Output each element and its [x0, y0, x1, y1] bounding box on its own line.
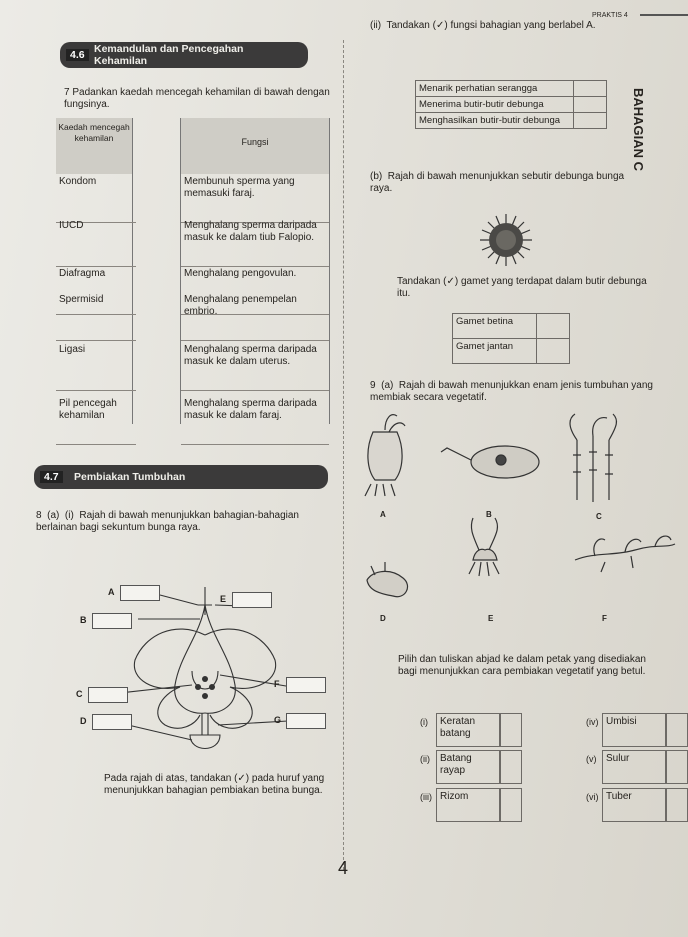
method-label: Umbisi: [602, 713, 666, 747]
page-number: 4: [338, 858, 349, 878]
answer-box[interactable]: [500, 713, 522, 747]
question-number: 7: [64, 87, 70, 98]
tick-box[interactable]: [574, 97, 607, 113]
section-title-line2: Kehamilan: [94, 55, 148, 67]
tick-box[interactable]: [574, 81, 607, 97]
q8b-options-table: [452, 313, 570, 364]
column-divider: [343, 40, 344, 870]
function-item: Menghalang sperma daripada masuk ke dalam uterus.: [181, 342, 329, 391]
method-item: Diafragma: [56, 266, 136, 315]
plant-label: F: [602, 614, 607, 623]
flower-part-label: E: [220, 594, 227, 604]
section-number: 4.7: [40, 471, 63, 483]
flower-part-label: F: [274, 679, 280, 689]
option-row: [453, 339, 570, 364]
answer-box[interactable]: [666, 713, 688, 747]
question-number: 9: [370, 380, 376, 391]
question-9a: [370, 380, 660, 404]
option-number: (v): [586, 754, 597, 764]
option-label: Menerima butir-butir debunga: [416, 97, 574, 113]
method-item: Kondom: [56, 174, 136, 223]
method-label: Rizom: [436, 788, 500, 822]
question-8b: [370, 171, 625, 195]
function-item: Menghalang sperma daripada masuk ke dalam tiub Falopio.: [181, 218, 329, 267]
flower-part-label: B: [80, 615, 87, 625]
section-4-7-banner: [34, 465, 328, 489]
function-header: Fungsi: [181, 118, 329, 174]
question-part: (a): [381, 380, 394, 391]
method-label: Tuber: [602, 788, 666, 822]
question-part: (b): [370, 171, 383, 182]
flower-answer-box[interactable]: [88, 687, 128, 703]
option-number: (ii): [420, 754, 430, 764]
plant-label: B: [486, 510, 492, 519]
question-number: 8: [36, 510, 42, 521]
question-8a-i: [36, 510, 336, 534]
option-label: Menghasilkan butir-butir debunga: [416, 113, 574, 129]
function-item: Menghalang pengovulan.: [181, 266, 329, 315]
flower-answer-box[interactable]: [92, 714, 132, 730]
question-sub: (i): [64, 510, 74, 521]
method-column: [56, 118, 133, 424]
method-item: Pil pencegah kehamilan: [56, 396, 136, 445]
method-item: Ligasi: [56, 342, 136, 391]
question-sub: (ii): [370, 20, 382, 31]
method-label: Batang rayap: [436, 750, 500, 784]
tick-box[interactable]: [537, 314, 570, 339]
answer-box[interactable]: [666, 788, 688, 822]
q8ii-options-table: [415, 80, 607, 129]
option-row: [453, 314, 570, 339]
question-8a-ii: [370, 20, 630, 32]
section-4-6-banner: [60, 42, 308, 68]
flower-answer-box[interactable]: [286, 677, 326, 693]
question-8b-instruction: Tandakan (✓) gamet yang terdapat dalam butir debunga itu.: [397, 276, 647, 299]
question-9a-instruction: Pilih dan tuliskan abjad ke dalam petak yang disediakan bagi menunjukkan cara pembiakan vegetatif yang betul.: [398, 654, 646, 677]
answer-box[interactable]: [500, 750, 522, 784]
method-item: IUCD: [56, 218, 136, 267]
flower-part-label: G: [274, 715, 282, 725]
vegetative-plants-image: [355, 410, 685, 620]
function-item: Menghalang penempelan embrio.: [181, 292, 329, 341]
option-row: [416, 81, 607, 97]
question-7: [64, 87, 334, 111]
flower-part-label: A: [108, 587, 115, 597]
flower-part-label: C: [76, 689, 83, 699]
section-number: 4.6: [66, 49, 89, 61]
question-8a-instruction: Pada rajah di atas, tandakan (✓) pada huruf yang menunjukkan bahagian pembiakan betina bunga.: [104, 773, 325, 796]
question-text: Rajah di bawah menunjukkan bahagian-bahagian berlainan bagi sekuntum bunga raya.: [36, 510, 299, 533]
option-number: (iv): [586, 717, 599, 727]
option-row: [416, 97, 607, 113]
method-header: Kaedah mencegah kehamilan: [56, 118, 132, 174]
option-number: (i): [420, 717, 428, 727]
tick-box[interactable]: [574, 113, 607, 129]
function-column: [180, 118, 330, 424]
flower-answer-box[interactable]: [286, 713, 326, 729]
option-number: (iii): [420, 792, 432, 802]
plant-label: D: [380, 614, 386, 623]
flower-part-label: D: [80, 716, 87, 726]
flower-answer-box[interactable]: [120, 585, 160, 601]
side-tab-label: BAHAGIAN C: [631, 88, 646, 172]
function-item: Membunuh sperma yang memasuki faraj.: [181, 174, 329, 223]
plant-label: C: [596, 512, 602, 521]
header-rule: [640, 14, 688, 16]
method-label: Sulur: [602, 750, 666, 784]
section-title: Pembiakan Tumbuhan: [74, 471, 186, 483]
plant-label: E: [488, 614, 494, 623]
option-label: Gamet jantan: [453, 339, 537, 364]
option-label: Gamet betina: [453, 314, 537, 339]
answer-box[interactable]: [666, 750, 688, 784]
method-item: Spermisid: [56, 292, 136, 341]
question-part: (a): [47, 510, 60, 521]
pollen-grain-image: [476, 210, 536, 270]
practice-tag: PRAKTIS 4: [592, 12, 628, 19]
option-number: (vi): [586, 792, 599, 802]
question-text: Rajah di bawah menunjukkan sebutir debunga bunga raya.: [370, 171, 625, 194]
option-row: [416, 113, 607, 129]
plant-label: A: [380, 510, 386, 519]
side-tab: [626, 88, 648, 208]
flower-answer-box[interactable]: [92, 613, 132, 629]
hibiscus-diagram: [80, 575, 340, 760]
tick-box[interactable]: [537, 339, 570, 364]
question-text: Padankan kaedah mencegah kehamilan di bawah dengan fungsinya.: [64, 87, 330, 110]
option-label: Menarik perhatian serangga: [416, 81, 574, 97]
section-title-line1: Kemandulan dan Pencegahan: [94, 43, 244, 55]
method-label: Keratan batang: [436, 713, 500, 747]
flower-answer-box[interactable]: [232, 592, 272, 608]
question-text: Tandakan (✓) fungsi bahagian yang berlabel A.: [386, 20, 596, 31]
question-text: Rajah di bawah menunjukkan enam jenis tumbuhan yang membiak secara vegetatif.: [370, 380, 653, 403]
function-item: Menghalang sperma daripada masuk ke dalam faraj.: [181, 396, 329, 445]
answer-box[interactable]: [500, 788, 522, 822]
